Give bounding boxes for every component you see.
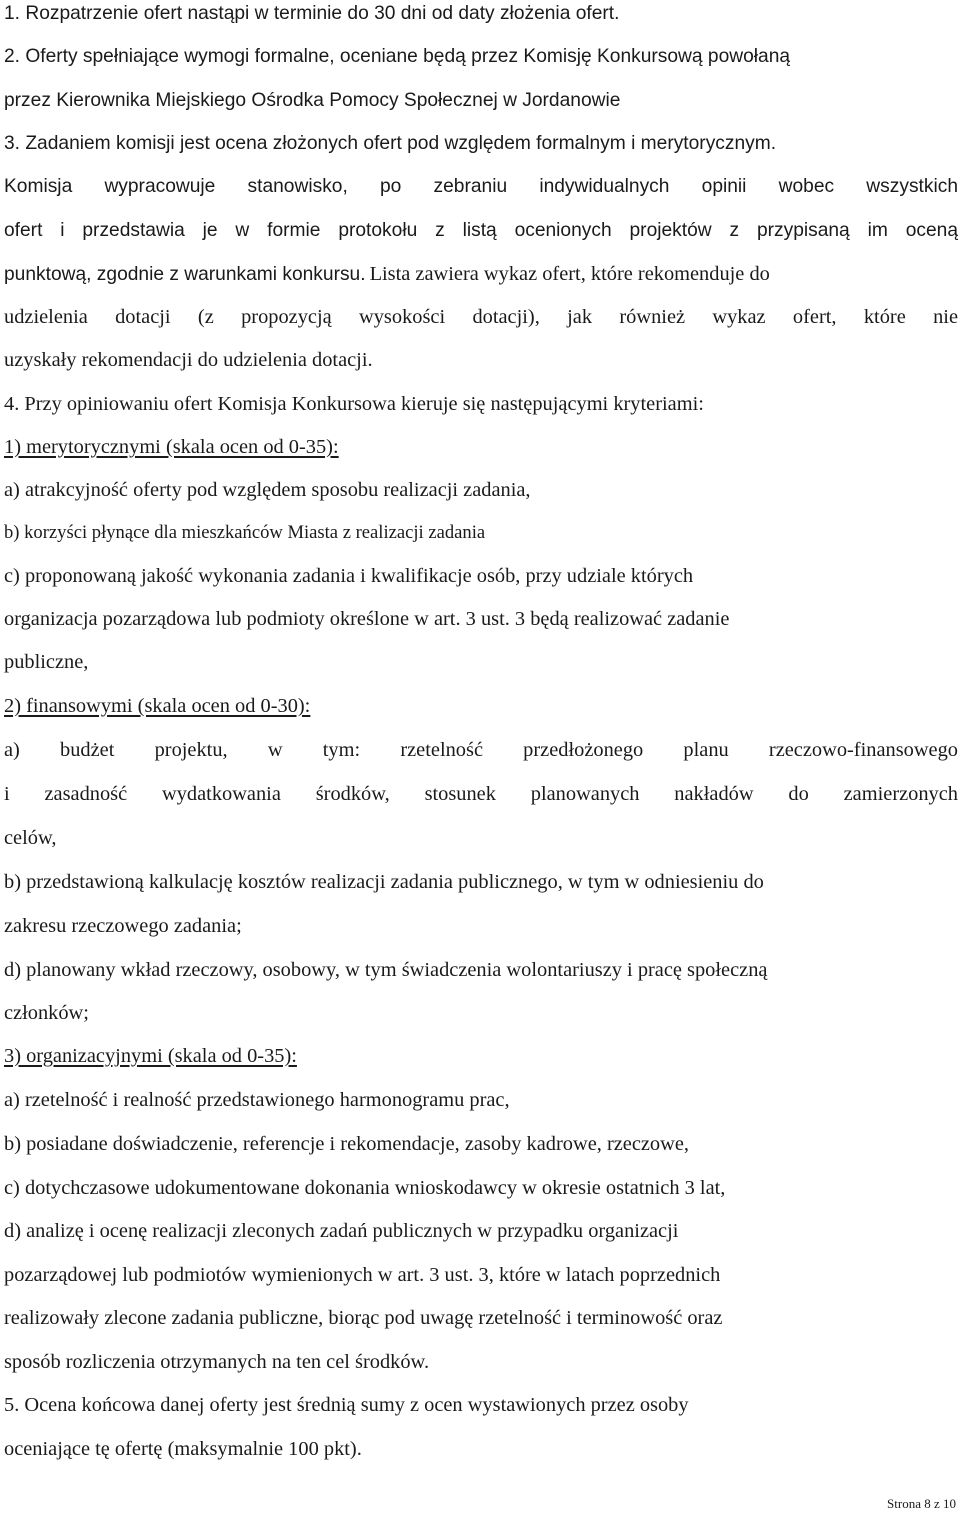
paragraph-3-text-serif: Lista zawiera wykaz ofert, które rekomenduje do	[369, 263, 770, 285]
criteria-3-item-d-line-1: d) analizę i ocenę realizacji zleconych zadań publicznych w przypadku organizacji	[4, 1220, 679, 1242]
paragraph-3-line-2: Komisja wypracowuje stanowisko, po zebraniu indywidualnych opinii wobec wszystkich	[4, 176, 958, 197]
criteria-1-item-c-line-1: c) proponowaną jakość wykonania zadania i kwalifikacje osób, przy udziale których	[4, 565, 694, 587]
criteria-2-heading: 2) finansowymi (skala ocen od 0-30):	[4, 695, 311, 717]
criteria-3-item-d-line-4: sposób rozliczenia otrzymanych na ten cel środków.	[4, 1351, 430, 1373]
criteria-3-item-b: b) posiadane doświadczenie, referencje i rekomendacje, zasoby kadrowe, rzeczowe,	[4, 1133, 689, 1155]
paragraph-1: 1. Rozpatrzenie ofert nastąpi w terminie do 30 dni od daty złożenia ofert.	[4, 3, 620, 24]
criteria-3-heading: 3) organizacyjnymi (skala od 0-35):	[4, 1045, 297, 1067]
paragraph-2-line-2: przez Kierownika Miejskiego Ośrodka Pomocy Społecznej w Jordanowie	[4, 90, 621, 111]
criteria-1-item-b: b) korzyści płynące dla mieszkańców Miasta z realizacji zadania	[4, 522, 486, 543]
criteria-1-heading: 1) merytorycznymi (skala ocen od 0-35):	[4, 436, 339, 458]
criteria-1-item-c-line-2: organizacja pozarządowa lub podmioty określone w art. 3 ust. 3 będą realizować zadanie	[4, 608, 730, 630]
paragraph-3-line-6: uzyskały rekomendacji do udzielenia dotacji.	[4, 349, 373, 371]
paragraph-5-line-2: oceniające tę ofertę (maksymalnie 100 pkt).	[4, 1438, 362, 1460]
criteria-2-item-d-line-2: członków;	[4, 1002, 89, 1024]
criteria-2-item-a-line-1: a) budżet projektu, w tym: rzetelność przedłożonego planu rzeczowo-finansowego	[4, 739, 958, 761]
paragraph-2-line-1: 2. Oferty spełniające wymogi formalne, oceniane będą przez Komisję Konkursową powołaną	[4, 46, 791, 67]
paragraph-3-line-4	[4, 259, 958, 291]
criteria-1-item-c-line-3: publiczne,	[4, 651, 89, 673]
criteria-3-item-d-line-3: realizowały zlecone zadania publiczne, biorąc pod uwagę rzetelność i terminowość oraz	[4, 1307, 723, 1329]
criteria-3-item-c: c) dotychczasowe udokumentowane dokonania wnioskodawcy w okresie ostatnich 3 lat,	[4, 1177, 726, 1199]
paragraph-3-text-sans: punktową, zgodnie z warunkami konkursu.	[4, 264, 366, 285]
paragraph-3-line-5: udzielenia dotacji (z propozycją wysokości dotacji), jak również wykaz ofert, które nie	[4, 306, 958, 328]
criteria-2-item-a-line-2: i zasadność wydatkowania środków, stosunek planowanych nakładów do zamierzonych	[4, 783, 958, 805]
criteria-1-item-a: a) atrakcyjność oferty pod względem sposobu realizacji zadania,	[4, 479, 531, 501]
criteria-2-item-b-line-2: zakresu rzeczowego zadania;	[4, 915, 242, 937]
paragraph-5-line-1: 5. Ocena końcowa danej oferty jest średnią sumy z ocen wystawionych przez osoby	[4, 1394, 689, 1416]
criteria-2-item-d-line-1: d) planowany wkład rzeczowy, osobowy, w tym świadczenia wolontariuszy i pracę społeczną	[4, 959, 768, 981]
paragraph-4-intro: 4. Przy opiniowaniu ofert Komisja Konkursowa kieruje się następującymi kryteriami:	[4, 393, 704, 415]
paragraph-3-line-1: 3. Zadaniem komisji jest ocena złożonych ofert pod względem formalnym i merytorycznym.	[4, 133, 777, 154]
criteria-2-item-b-line-1: b) przedstawioną kalkulację kosztów realizacji zadania publicznego, w tym w odniesieniu do	[4, 871, 764, 893]
criteria-2-item-a-line-3: celów,	[4, 827, 57, 849]
criteria-3-item-a: a) rzetelność i realność przedstawionego harmonogramu prac,	[4, 1089, 510, 1111]
page-number: Strona 8 z 10	[887, 1496, 956, 1511]
criteria-3-item-d-line-2: pozarządowej lub podmiotów wymienionych w art. 3 ust. 3, które w latach poprzednich	[4, 1264, 721, 1286]
paragraph-3-line-3: ofert i przedstawia je w formie protokołu z listą ocenionych projektów z przypisaną im oceną	[4, 220, 958, 241]
